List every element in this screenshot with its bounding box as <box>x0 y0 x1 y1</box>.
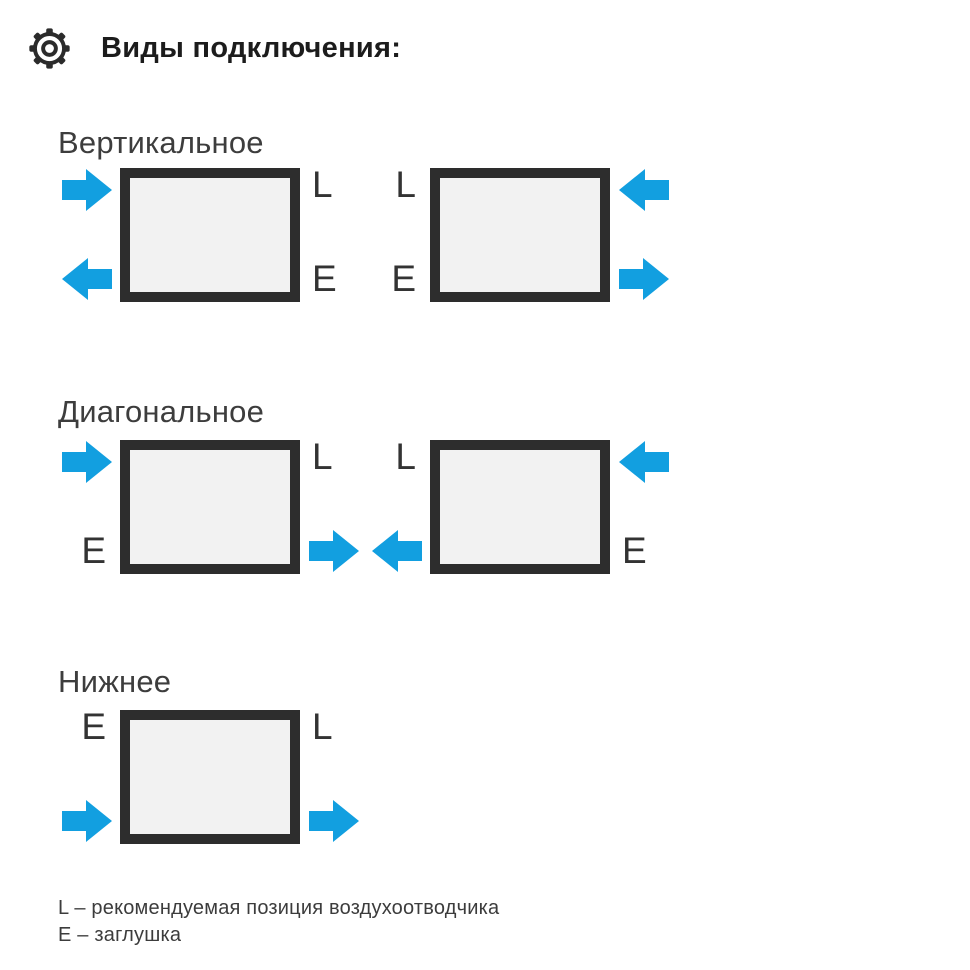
flow-arrow-right-icon <box>62 441 112 483</box>
flow-arrow-right-icon <box>62 169 112 211</box>
flow-arrow-left-icon <box>619 441 669 483</box>
port-label-E: E <box>622 530 647 571</box>
legend-line-plug: E – заглушка <box>58 924 182 946</box>
header <box>27 26 401 71</box>
port-label-L: L <box>312 706 333 747</box>
port-label-L: L <box>312 436 333 477</box>
port-label-L: L <box>395 164 416 205</box>
flow-arrow-right-icon <box>309 800 359 842</box>
radiator-vertical-left <box>120 168 300 302</box>
port-label-E: E <box>81 706 106 747</box>
legend <box>58 895 499 949</box>
radiator-vertical-right <box>430 168 610 302</box>
section-title: Вертикальное <box>58 125 264 160</box>
radiator-bottom <box>120 710 300 844</box>
section-title: Нижнее <box>58 664 172 699</box>
page-title: Виды подключения: <box>101 32 402 64</box>
flow-arrow-left-icon <box>62 258 112 300</box>
flow-arrow-right-icon <box>619 258 669 300</box>
flow-arrow-right-icon <box>62 800 112 842</box>
radiator-diagonal-right <box>430 440 610 574</box>
port-label-L: L <box>312 164 333 205</box>
flow-arrow-left-icon <box>372 530 422 572</box>
port-label-E: E <box>81 530 106 571</box>
section-title: Диагональное <box>58 394 265 429</box>
port-label-E: E <box>391 258 416 299</box>
gear-icon <box>27 26 72 71</box>
radiator-diagonal-left <box>120 440 300 574</box>
flow-arrow-left-icon <box>619 169 669 211</box>
flow-arrow-right-icon <box>309 530 359 572</box>
port-label-E: E <box>312 258 337 299</box>
port-label-L: L <box>395 436 416 477</box>
legend-line-air-vent: L – рекомендуемая позиция воздухоотводчика <box>58 897 500 919</box>
